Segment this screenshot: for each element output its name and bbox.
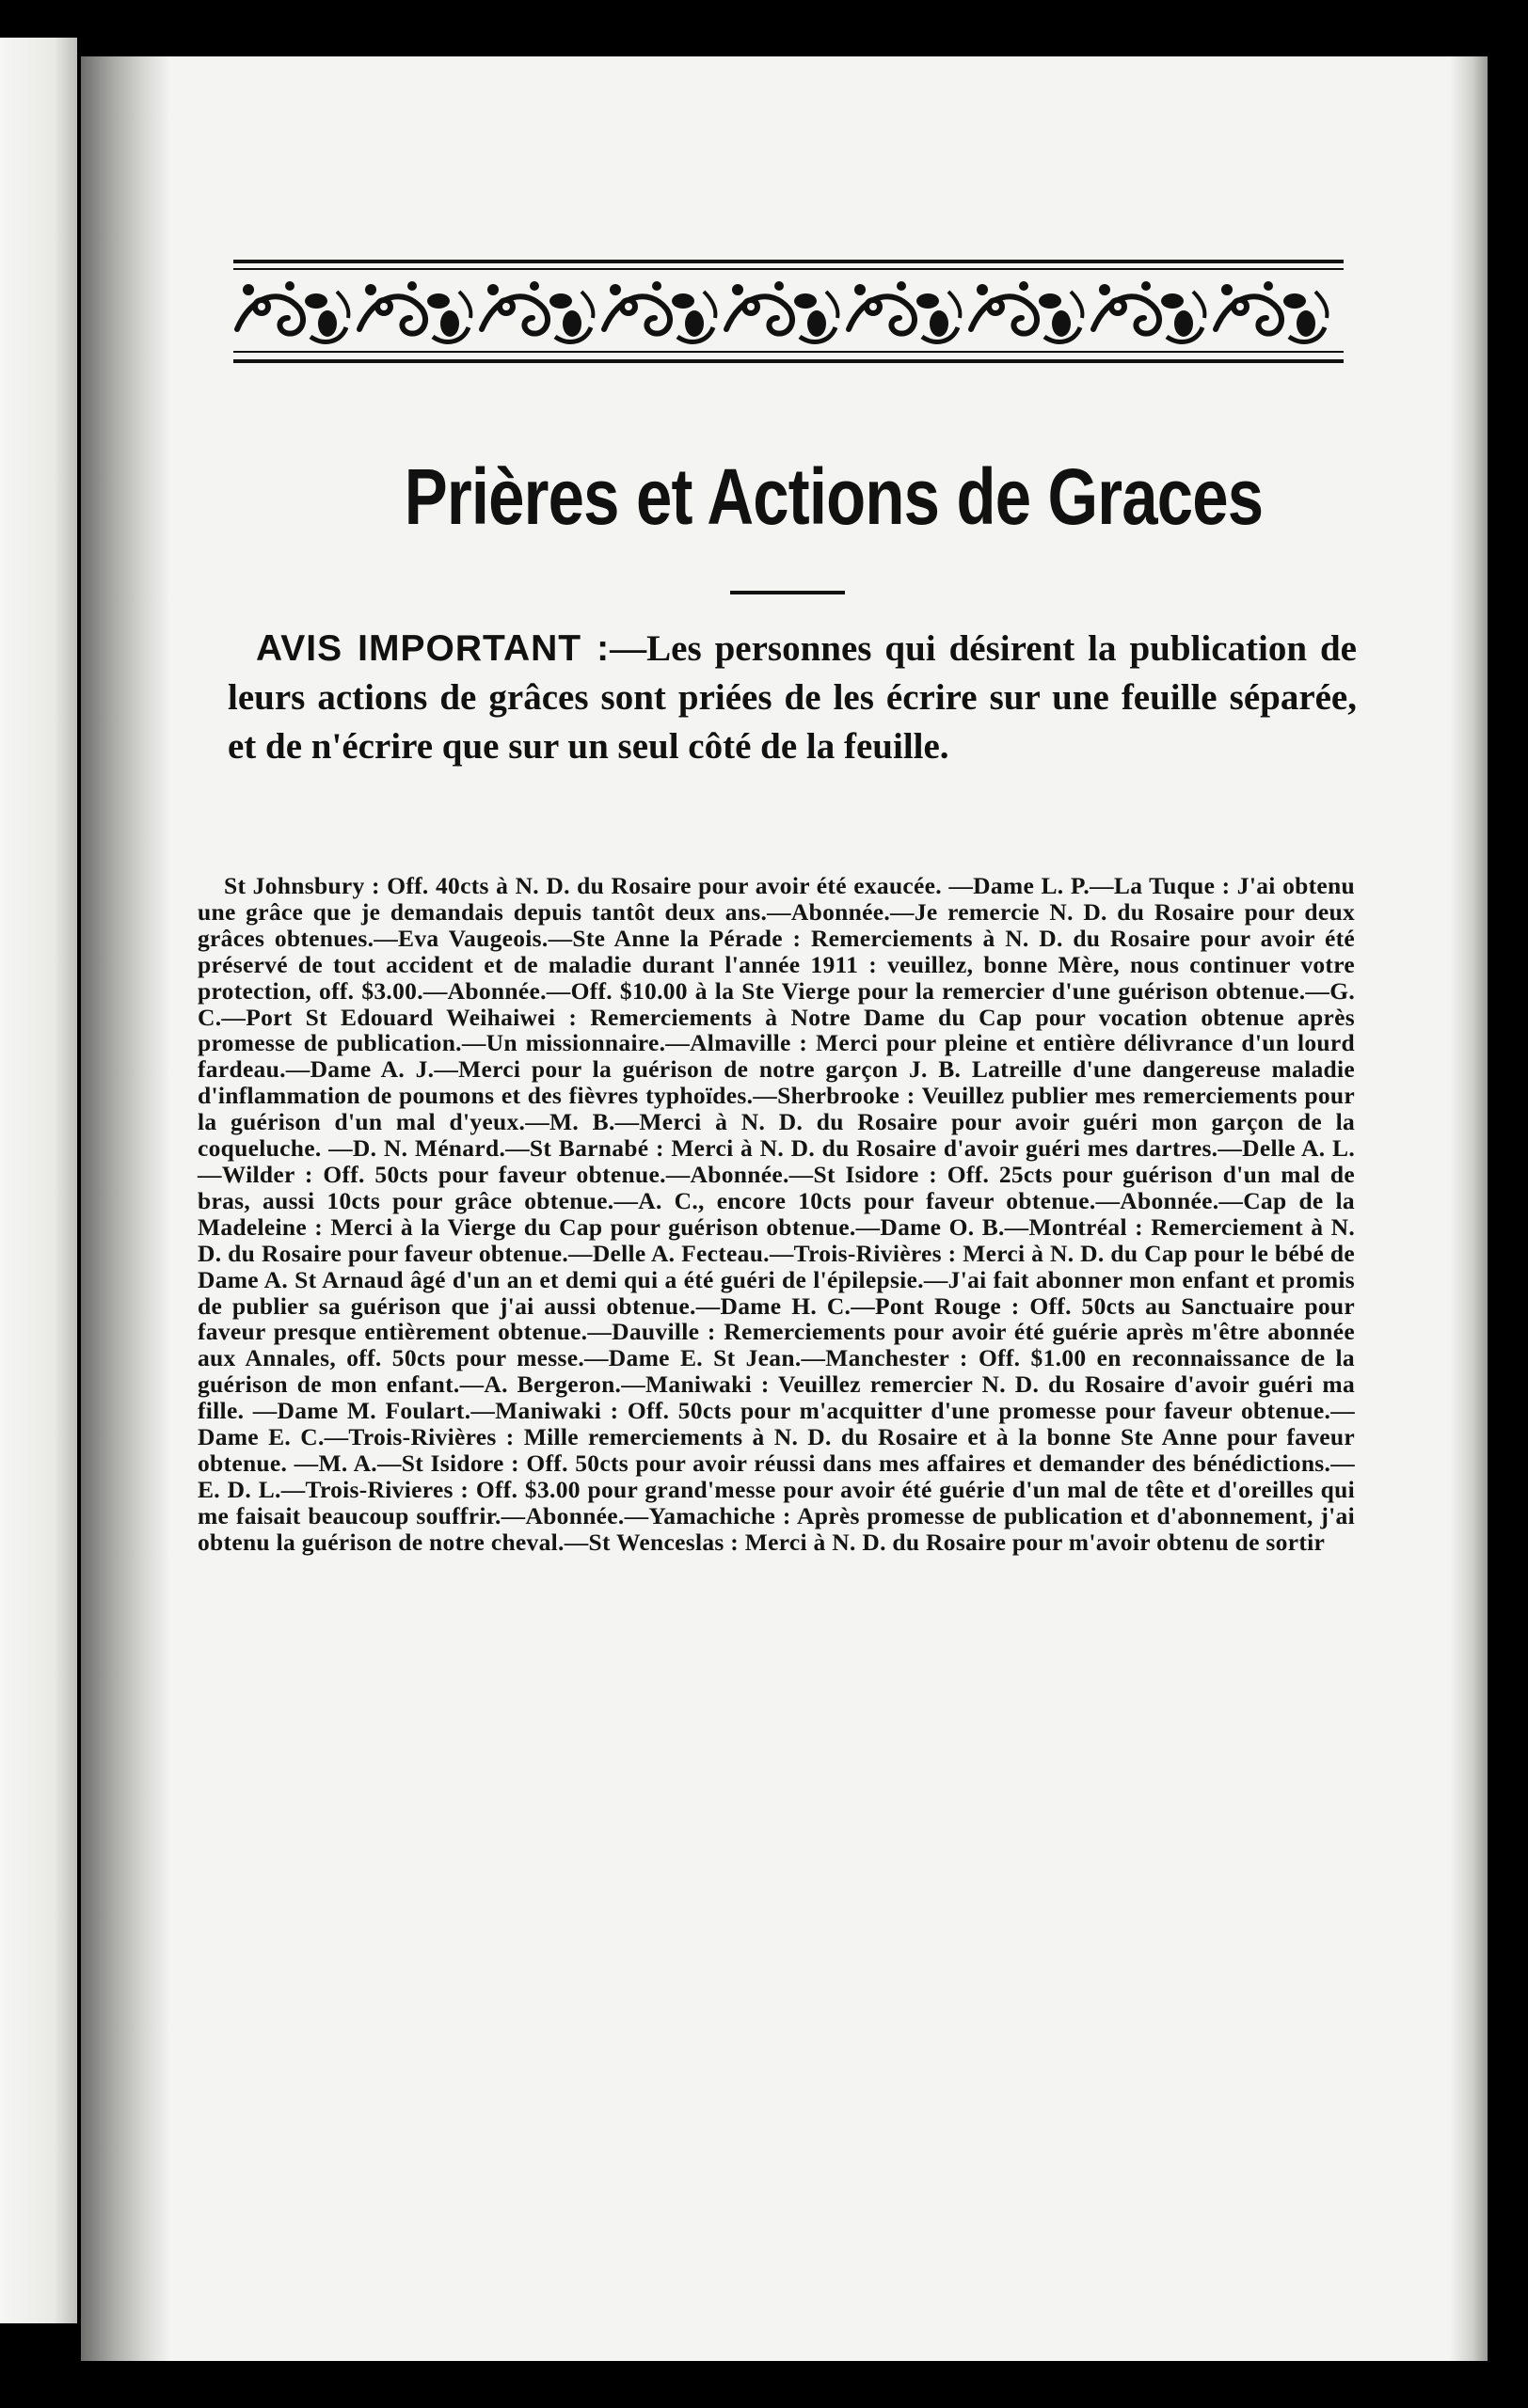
- page-gutter-shadow: [81, 56, 170, 2361]
- page-title: Prières et Actions de Graces: [404, 452, 1264, 541]
- ornament-rule-bottom: [233, 359, 1344, 363]
- ornament-rule-top: [233, 260, 1344, 263]
- notice-lead: AVIS IMPORTANT :: [256, 628, 611, 669]
- title-divider: [730, 591, 845, 594]
- previous-page-edge: [0, 38, 77, 2323]
- important-notice: [228, 625, 1357, 771]
- floral-ornament-band: [233, 275, 1344, 352]
- body-paragraph: St Johnsbury : Off. 40cts à N. D. du Rosaire pour avoir été exaucée. —Dame L. P.—La Tuque : J'ai obtenu une grâce que je demandais depuis tantôt deux ans.—Abonnée.—Je remercie N. D. du Rosaire pour deux grâces obtenues.—Eva Vaugeois.—Ste Anne la Pérade : Remerciements à N. D. du Rosaire pour avoir été préservé de tout accident et de maladie durant l'année 1911 : veuillez, bonne Mère, nous continuer votre protection, off. $3.00.—Abonnée.—Off. $10.00 à la Ste Vierge pour la remercier d'une guérison obtenue.—G. C.—Port St Edouard Weihaiwei : Remerciements à Notre Dame du Cap pour vocation obtenue après promesse de publication.—Un missionnaire.—Almaville : Merci pour pleine et entière délivrance d'un lourd fardeau.—Dame A. J.—Merci pour la guérison de notre garçon J. B. Latreille d'une dangereuse maladie d'inflammation de poumons et des fièvres typhoïdes.—Sherbrooke : Veuillez publier mes remerciements pour la guérison d'un mal d'yeux.—M. B.—Merci à N. D. du Rosaire pour avoir guéri mon garçon de la coqueluche. —D. N. Ménard.—St Barnabé : Merci à N. D. du Rosaire d'avoir guéri mes dartres.—Delle A. L.—Wilder : Off. 50cts pour faveur obtenue.—Abonnée.—St Isidore : Off. 25cts pour guérison d'un mal de bras, aussi 10cts pour grâce obtenue.—A. C., encore 10cts pour faveur obtenue.—Abonnée.—Cap de la Madeleine : Merci à la Vierge du Cap pour guérison obtenue.—Dame O. B.—Montréal : Remerciement à N. D. du Rosaire pour faveur obtenue.—Delle A. Fecteau.—Trois-Rivières : Merci à N. D. du Cap pour le bébé de Dame A. St Arnaud âgé d'un an et demi qui a été guéri de l'épilepsie.—J'ai fait abonner mon enfant et promis de publier sa guérison que j'ai aussi obtenue.—Dame H. C.—Pont Rouge : Off. 50cts au Sanctuaire pour faveur presque entièrement obtenue.—Dauville : Remerciements pour avoir été guérie après m'être abonnée aux Annales, off. 50cts pour messe.—Dame E. St Jean.—Manchester : Off. $1.00 en reconnaissance de la guérison de mon enfant.—A. Bergeron.—Maniwaki : Veuillez remercier N. D. du Rosaire d'avoir guéri ma fille. —Dame M. Foulart.—Maniwaki : Off. 50cts pour m'acquitter d'une promesse pour faveur obtenue.—Dame E. C.—Trois-Rivières : Mille remerciements à N. D. du Rosaire et à la bonne Ste Anne pour faveur obtenue. —M. A.—St Isidore : Off. 50cts pour avoir réussi dans mes affaires et demander des bénédictions.—E. D. L.—Trois-Rivieres : Off. $3.00 pour grand'messe pour avoir été guérie d'un mal de tête et d'oreilles qui me faisait beaucoup souffrir.—Abonnée.—Yamachiche : Après promesse de publication et d'abonnement, j'ai obtenu la guérison de notre cheval.—St Wenceslas : Merci à N. D. du Rosaire pour m'avoir obtenu de sortir: [198, 872, 1355, 1556]
- book-page: [81, 56, 1488, 2361]
- notice-text: —Les personnes qui désirent la publication de leurs actions de grâces sont priées de les écrire sur une feuille séparée, et de n'écrire que sur un seul côté de la feuille.: [228, 628, 1357, 767]
- page-edge-shadow: [1450, 56, 1488, 2361]
